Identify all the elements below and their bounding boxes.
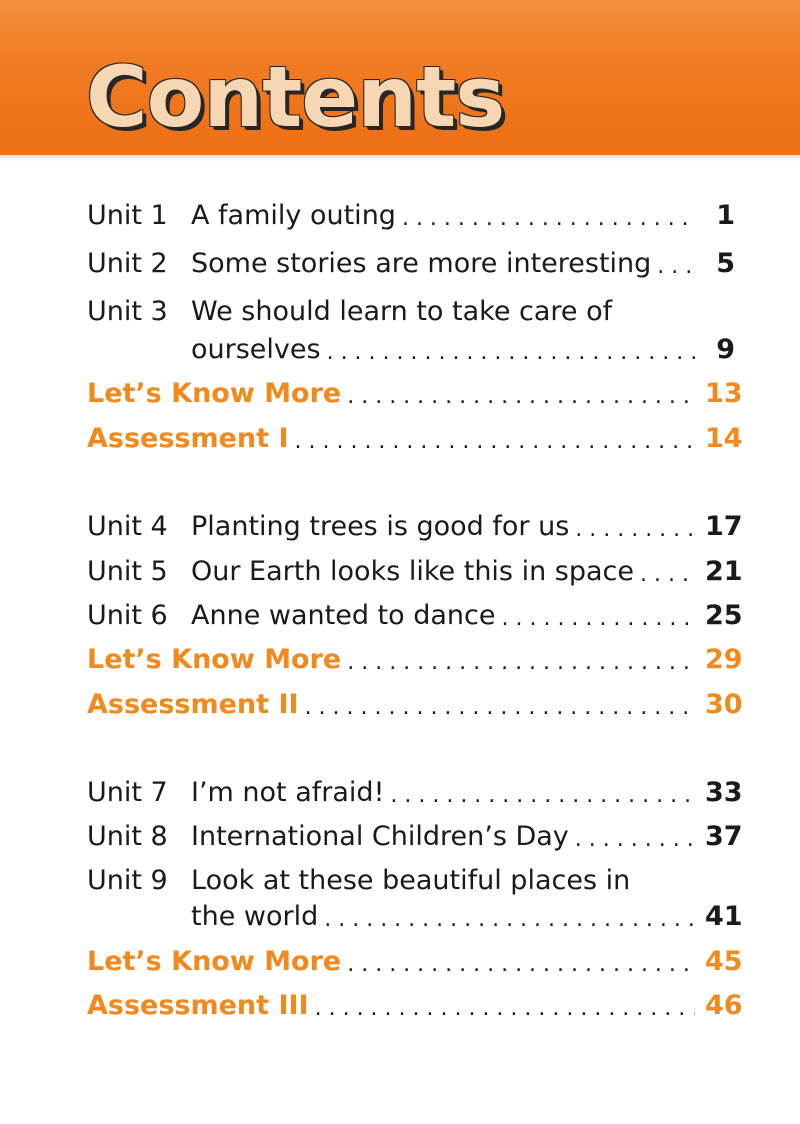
toc-entry-assessment-2[interactable] (87, 685, 743, 725)
dot-leader (347, 646, 695, 680)
unit-label: Unit 2 (87, 248, 168, 279)
dot-leader (402, 202, 695, 236)
entry-title: Let’s Know More (87, 378, 342, 409)
toc-entry-lets-know-more-3[interactable] (87, 942, 743, 982)
dot-leader (502, 602, 696, 636)
entry-title: Planting trees is good for us (191, 511, 570, 542)
dot-leader (347, 948, 695, 982)
entry-title: International Children’s Day (191, 821, 569, 852)
page-number: 41 (705, 901, 743, 932)
entry-title: Assessment III (87, 990, 309, 1021)
page-number: 25 (705, 600, 743, 631)
dot-leader (575, 513, 695, 547)
dot-leader (295, 425, 695, 459)
toc-entry-assessment-3[interactable] (87, 986, 743, 1026)
dot-leader (305, 691, 695, 725)
entry-title-line-2: ourselves (191, 334, 321, 365)
toc-entry-lets-know-more-2[interactable] (87, 640, 743, 680)
entry-title-line-1: We should learn to take care of (191, 296, 613, 327)
page-number: 9 (716, 334, 735, 365)
entry-title: Let’s Know More (87, 644, 342, 675)
toc-entry-lets-know-more-1[interactable] (87, 374, 743, 414)
dot-leader (347, 380, 695, 414)
unit-label: Unit 6 (87, 600, 168, 631)
dot-leader (315, 992, 695, 1026)
page-number: 21 (705, 556, 743, 587)
page-title: Contents (86, 48, 505, 146)
toc-entry-unit-5[interactable] (87, 552, 743, 592)
toc-entry-unit-3-line-2[interactable] (87, 330, 735, 370)
dot-leader (640, 558, 695, 592)
page-number: 33 (705, 777, 743, 808)
unit-label: Unit 4 (87, 511, 168, 542)
toc-entry-unit-2[interactable] (87, 244, 735, 284)
toc-entry-unit-4[interactable] (87, 507, 743, 547)
unit-label: Unit 8 (87, 821, 168, 852)
unit-label: Unit 1 (87, 200, 168, 231)
page-number: 1 (716, 200, 735, 231)
toc-entry-unit-7[interactable] (87, 773, 743, 813)
entry-title: Some stories are more interesting (191, 248, 652, 279)
toc-entry-assessment-1[interactable] (87, 419, 743, 459)
toc-entry-unit-1[interactable] (87, 196, 735, 236)
entry-title: Anne wanted to dance (191, 600, 496, 631)
unit-label: Unit 5 (87, 556, 168, 587)
entry-title-line-1: Look at these beautiful places in (191, 865, 631, 896)
toc-entry-unit-3-line-1[interactable] (87, 292, 735, 332)
dot-leader (327, 336, 695, 370)
unit-label: Unit 3 (87, 296, 168, 327)
toc-entry-unit-6[interactable] (87, 596, 743, 636)
page-number: 13 (705, 378, 743, 409)
entry-title: I’m not afraid! (191, 777, 385, 808)
entry-title: Assessment I (87, 423, 289, 454)
page-number: 14 (705, 423, 743, 454)
dot-leader (657, 250, 695, 284)
entry-title: A family outing (191, 200, 396, 231)
page-number: 45 (705, 946, 743, 977)
page-number: 17 (705, 511, 743, 542)
dot-leader (575, 823, 695, 857)
entry-title-line-2: the world (191, 901, 319, 932)
header-banner (0, 0, 800, 155)
entry-title: Our Earth looks like this in space (191, 556, 634, 587)
toc-entry-unit-8[interactable] (87, 817, 743, 857)
toc-entry-unit-9-line-1[interactable] (87, 861, 735, 901)
entry-title: Assessment II (87, 689, 299, 720)
toc-entry-unit-9-line-2[interactable] (87, 897, 743, 937)
page-number: 37 (705, 821, 743, 852)
unit-label: Unit 9 (87, 865, 168, 896)
page-number: 5 (716, 248, 735, 279)
page-number: 30 (705, 689, 743, 720)
entry-title: Let’s Know More (87, 946, 342, 977)
unit-label: Unit 7 (87, 777, 168, 808)
page-number: 46 (705, 990, 743, 1021)
dot-leader (390, 779, 695, 813)
page-number: 29 (705, 644, 743, 675)
dot-leader (324, 903, 695, 937)
